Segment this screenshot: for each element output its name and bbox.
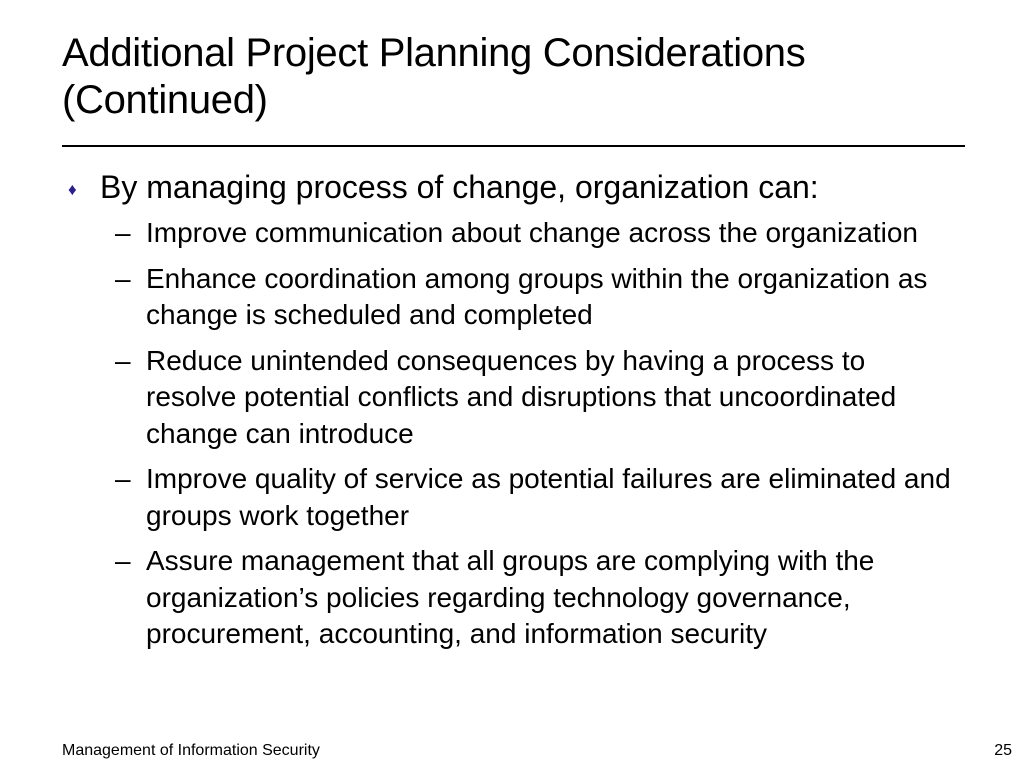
slide-title: Additional Project Planning Considerations (Continued) [62,31,806,122]
dash-bullet-icon: – [115,217,131,248]
sub-bullet-text: Enhance coordination among groups within the organization as change is scheduled and completed [146,262,928,330]
sub-bullet-list [115,215,955,662]
dash-bullet-icon: – [115,262,131,294]
dash-bullet-icon: – [115,463,131,494]
diamond-bullet-icon: ♦ [68,180,77,199]
sub-bullet-item [115,543,955,653]
sub-bullet-text: Assure management that all groups are complying with the organization’s policies regarding technology governance, procurement, accounting, and information security [146,545,875,649]
main-bullet-text: By managing process of change, organization can: [100,169,819,205]
page-number: 25 [994,742,1012,759]
sub-bullet-text: Reduce unintended consequences by having a process to resolve potential conflicts and disruptions that uncoordinated change can introduce [146,344,897,449]
sub-bullet-item [115,343,955,453]
dash-bullet-icon: – [115,545,131,576]
sub-bullet-text: Improve communication about change across the organization [146,217,918,248]
sub-bullet-item [115,261,955,334]
sub-bullet-text: Improve quality of service as potential failures are eliminated and groups work together [146,463,951,531]
dash-bullet-icon: – [115,344,131,376]
footer-course-title: Management of Information Security [62,742,320,759]
title-divider [62,145,965,147]
sub-bullet-item [115,215,955,252]
main-bullet [68,168,968,209]
sub-bullet-item [115,461,955,534]
